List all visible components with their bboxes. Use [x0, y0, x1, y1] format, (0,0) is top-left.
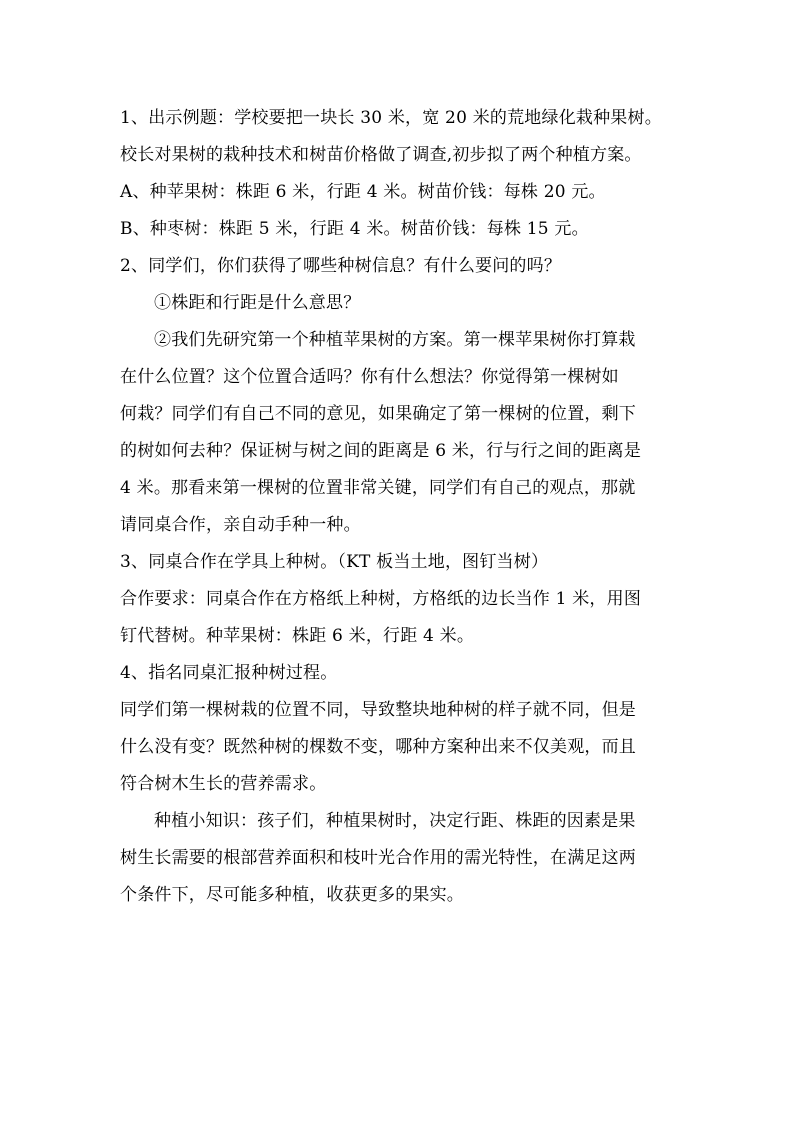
paragraph-line-example-intro: 1、出示例题：学校要把一块长 30 米，宽 20 米的荒地绿化栽种果树。 [120, 108, 662, 128]
paragraph-different-positions-line-2: 什么没有变？既然种树的棵数不变，哪种方案种出来不仅美观，而且 [120, 737, 636, 757]
paragraph-different-positions-line-3: 符合树木生长的营养需求。 [120, 774, 327, 794]
paragraph-apple-plan-line-6: 请同桌合作，亲自动手种一种。 [120, 515, 361, 535]
paragraph-apple-plan-line-2: 在什么位置？这个位置合适吗？你有什么想法？你觉得第一棵树如 [120, 367, 619, 387]
planting-knowledge-line-3: 个条件下，尽可能多种植，收获更多的果实。 [120, 885, 464, 905]
document-body [120, 104, 690, 918]
paragraph-apple-plan-line-5: 4 米。那看来第一棵树的位置非常关键，同学们有自己的观点，那就 [120, 478, 636, 498]
planting-knowledge-line-1: 种植小知识：孩子们，种植果树时，决定行距、株距的因素是果 [154, 811, 636, 831]
option-a-apple-trees: A、种苹果树：株距 6 米，行距 4 米。树苗价钱：每株 20 元。 [120, 182, 606, 202]
activity-report-process: 4、指名同桌汇报种树过程。 [120, 663, 338, 683]
paragraph-line-principal-survey: 校长对果树的栽种技术和树苗价格做了调查,初步拟了两个种植方案。 [120, 145, 642, 165]
question-tree-info: 2、同学们，你们获得了哪些种树信息？有什么要问的吗？ [120, 256, 562, 276]
paragraph-different-positions-line-1: 同学们第一棵树栽的位置不同，导致整块地种树的样子就不同，但是 [120, 700, 636, 720]
activity-desk-partners: 3、同桌合作在学具上种树。（KT 板当土地，图钉当树） [120, 552, 549, 572]
planting-knowledge-line-2: 树生长需要的根部营养面积和枝叶光合作用的需光特性，在满足这两 [120, 848, 636, 868]
paragraph-apple-plan-start: ②我们先研究第一个种植苹果树的方案。第一棵苹果树你打算栽 [154, 330, 636, 350]
paragraph-apple-plan-line-3: 何栽？同学们有自己不同的意见，如果确定了第一棵树的位置，剩下 [120, 404, 636, 424]
cooperation-requirement-line-1: 合作要求：同桌合作在方格纸上种树，方格纸的边长当作 1 米，用图 [120, 589, 642, 609]
option-b-jujube-trees: B、种枣树：株距 5 米，行距 4 米。树苗价钱：每株 15 元。 [120, 219, 589, 239]
cooperation-requirement-line-2: 钉代替树。种苹果树：株距 6 米，行距 4 米。 [120, 626, 475, 646]
paragraph-apple-plan-line-4: 的树如何去种？保证树与树之间的距离是 6 米，行与行之间的距离是 [120, 441, 642, 461]
question-spacing-meaning: ①株距和行距是什么意思？ [154, 293, 361, 313]
